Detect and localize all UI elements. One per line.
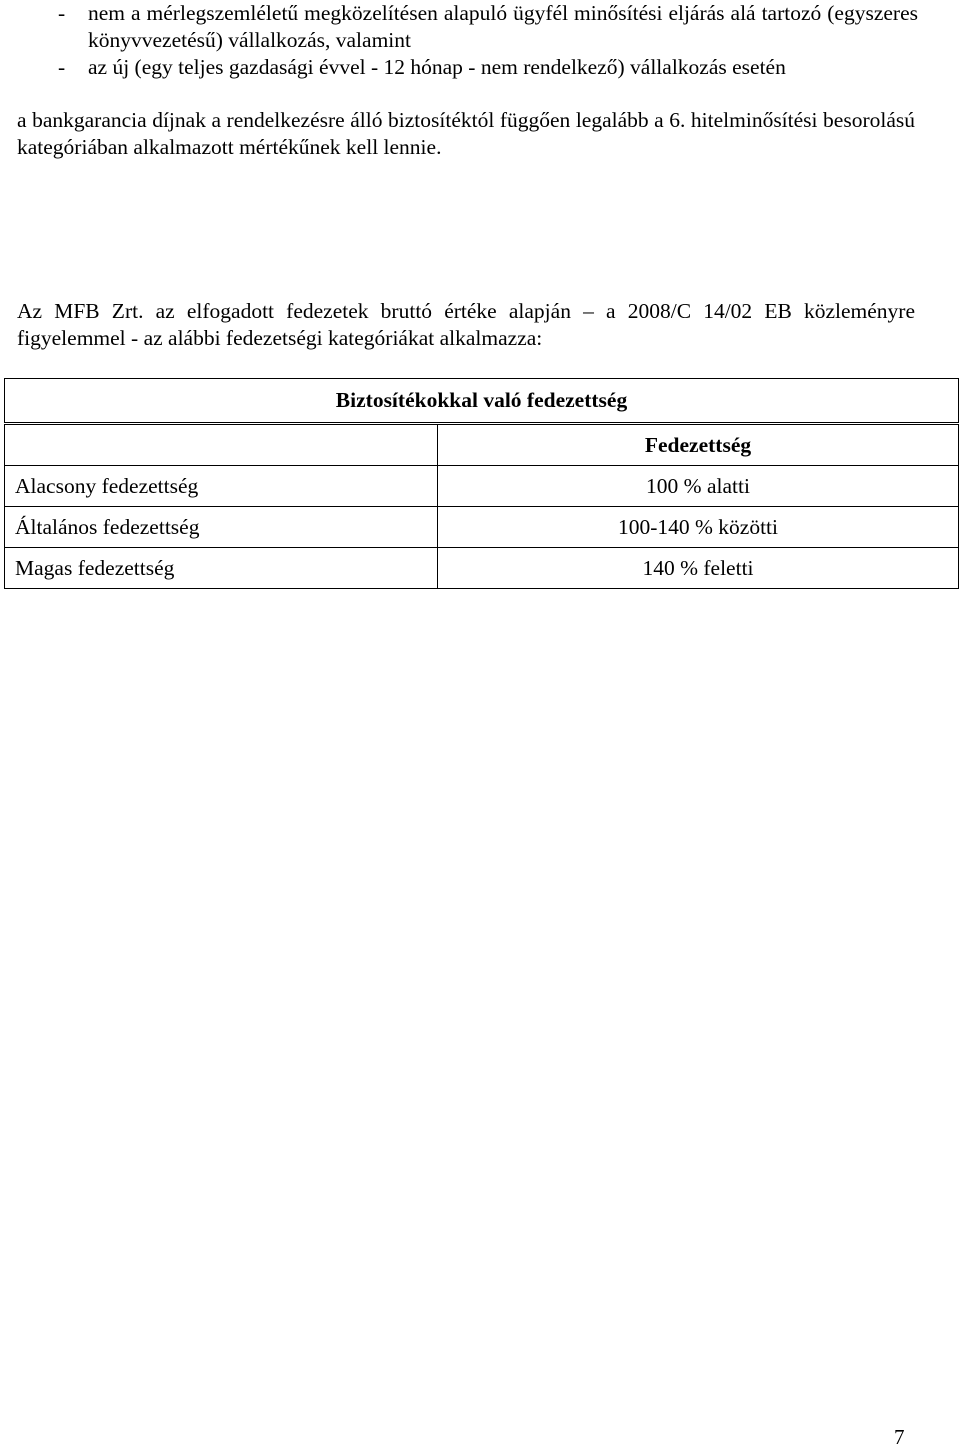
bullet-text: az új (egy teljes gazdasági évvel - 12 hónap - nem rendelkező) vállalkozás esetén <box>88 55 786 79</box>
table-row <box>5 548 959 589</box>
bullet-item <box>58 54 918 81</box>
coverage-category-table <box>4 378 959 589</box>
bullet-dash: - <box>58 55 66 79</box>
page-number: 7 <box>894 1425 905 1449</box>
bullet-list <box>58 0 918 81</box>
table-title: Biztosítékokkal való fedezettség <box>5 379 959 424</box>
table-category-cell: Magas fedezettség <box>5 548 438 589</box>
table-title-row <box>5 379 959 424</box>
table-column-header: Fedezettség <box>438 424 959 466</box>
guarantee-fee-paragraph: a bankgarancia díjnak a rendelkezésre álló biztosítéktól függően legalább a 6. hitelminősítési besorolású kategóriában alkalmazott mértékűnek kell lennie. <box>17 108 915 159</box>
mfb-intro-paragraph: Az MFB Zrt. az elfogadott fedezetek bruttó értéke alapján – a 2008/C 14/02 EB közleményre figyelemmel - az alábbi fedezetségi kategóriákat alkalmazza: <box>17 299 915 350</box>
table-category-cell: Általános fedezettség <box>5 507 438 548</box>
table-header-empty-cell <box>5 424 438 466</box>
table-value-cell: 100 % alatti <box>438 466 959 507</box>
table-value-cell: 100-140 % közötti <box>438 507 959 548</box>
table-row <box>5 466 959 507</box>
table-header-row <box>5 424 959 466</box>
table-row <box>5 507 959 548</box>
bullet-item <box>58 0 918 54</box>
bullet-dash: - <box>58 1 66 25</box>
table-category-cell: Alacsony fedezettség <box>5 466 438 507</box>
bullet-text: nem a mérlegszemléletű megközelítésen alapuló ügyfél minősítési eljárás alá tartozó (egyszeres könyvvezetésű) vállalkozás, valamint <box>88 1 918 52</box>
table-value-cell: 140 % feletti <box>438 548 959 589</box>
